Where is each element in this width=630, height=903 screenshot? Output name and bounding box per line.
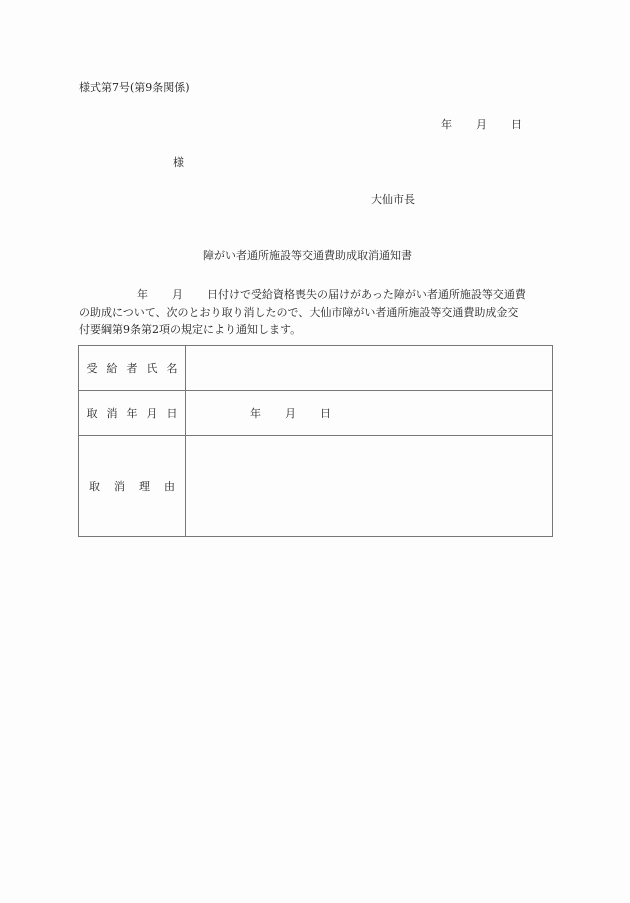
label-char: 年 [126, 407, 138, 420]
body-line-2: の助成について、次のとおり取り消したので、大仙市障がい者通所施設等交通費助成金交 [79, 305, 519, 319]
body-line-1-text: 日付けで受給資格喪失の届けがあった障がい者通所施設等交通費 [207, 288, 526, 301]
issue-date-month: 月 [476, 118, 487, 131]
label-char: 受 [86, 362, 98, 375]
label-char: 消 [114, 480, 125, 493]
body-month: 月 [172, 288, 183, 301]
label-char: 名 [166, 362, 178, 375]
label-char: 由 [164, 480, 175, 493]
notice-body [79, 286, 559, 339]
table-row-cancel-date [79, 391, 553, 436]
label-char: 月 [146, 407, 158, 420]
form-number: 様式第7号(第9条関係) [79, 81, 190, 94]
body-line-1 [79, 286, 559, 304]
document-title: 障がい者通所施設等交通費助成取消通知書 [203, 249, 412, 262]
table-row-cancel-reason [79, 436, 553, 537]
body-year: 年 [137, 288, 148, 301]
cancel-date-month: 月 [285, 407, 296, 420]
recipient-name-value[interactable] [186, 346, 553, 391]
issue-date-day: 日 [511, 118, 522, 131]
body-line-3: 付要綱第9条第2項の規定により通知します。 [79, 323, 302, 336]
label-char: 理 [139, 480, 150, 493]
notice-table [78, 345, 553, 537]
label-char: 取 [86, 407, 98, 420]
cancel-reason-value[interactable] [186, 436, 553, 537]
label-char: 日 [166, 407, 178, 420]
cancel-date-year: 年 [250, 407, 261, 420]
cancel-date-day: 日 [320, 407, 331, 420]
label-char: 給 [106, 362, 118, 375]
issuer-name: 大仙市長 [371, 193, 415, 206]
label-char: 取 [89, 480, 100, 493]
issue-date [441, 119, 522, 130]
cancel-date-label [79, 391, 186, 436]
cancel-date-value[interactable] [186, 391, 553, 436]
cancel-reason-label [79, 436, 186, 537]
label-char: 氏 [146, 362, 158, 375]
label-char: 者 [126, 362, 138, 375]
table-row-recipient-name [79, 346, 553, 391]
recipient-honorific: 様 [173, 156, 184, 169]
recipient-name-label [79, 346, 186, 391]
issue-date-year: 年 [441, 118, 452, 131]
label-char: 消 [106, 407, 118, 420]
